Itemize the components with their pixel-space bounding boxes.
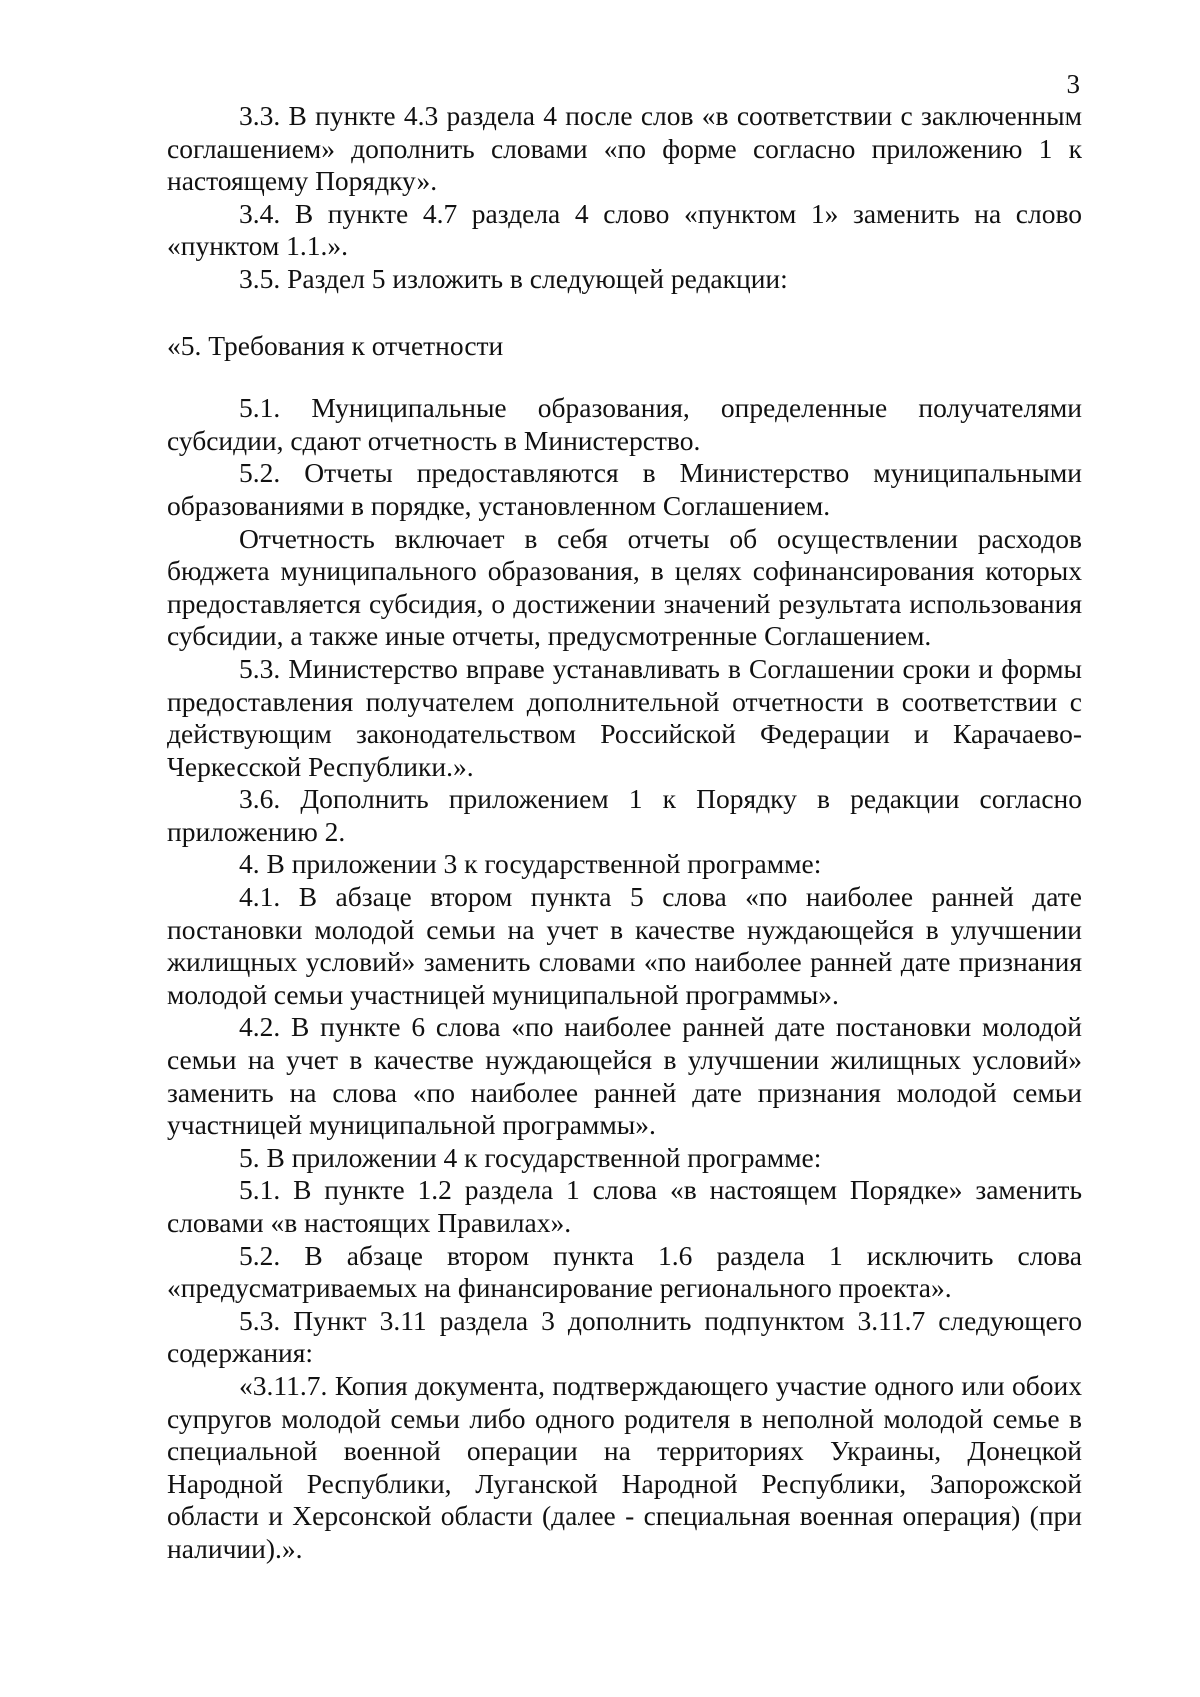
paragraph-4: 4. В приложении 3 к государственной программе: <box>239 848 822 880</box>
paragraph-3-11-7: «3.11.7. Копия документа, подтверждающего участие одного или обоих супругов молодой семьи либо одного родителя в неполной молодой семье в специальной военной операции на территориях Украины, Донецкой Народной Республики, Луганской Народной Республики, Запорожской области и Херсонской области (далее - специальная военная операция) (при наличии).». <box>167 1369 1082 1564</box>
paragraph-3-3: 3.3. В пункте 4.3 раздела 4 после слов «в соответствии с заключенным соглашением» дополнить словами «по форме согласно приложению 1 к настоящему Порядку». <box>167 100 1082 197</box>
paragraph-5-1-appendix: 5.1. В пункте 1.2 раздела 1 слова «в настоящем Порядке» заменить словами «в настоящих Правилах». <box>167 1174 1082 1238</box>
paragraph-3-6: 3.6. Дополнить приложением 1 к Порядку в редакции согласно приложению 2. <box>167 783 1082 847</box>
paragraph-5-1: 5.1. Муниципальные образования, определенные получателями субсидии, сдают отчетность в Министерство. <box>167 392 1082 456</box>
paragraph-5-3: 5.3. Министерство вправе устанавливать в Соглашении сроки и формы предоставления получателем дополнительной отчетности в соответствии с действующим законодательством Российской Федерации и Карачаево-Черкесской Республики.». <box>167 652 1082 782</box>
paragraph-reporting: Отчетность включает в себя отчеты об осуществлении расходов бюджета муниципального образования, в целях софинансирования которых предоставляется субсидия, о достижении значений результата использования субсидии, а также иные отчеты, предусмотренные Соглашением. <box>167 522 1082 652</box>
document-body <box>167 100 1082 1566</box>
paragraph-4-2: 4.2. В пункте 6 слова «по наиболее ранней дате постановки молодой семьи на учет в качестве нуждающейся в улучшении жилищных условий» заменить на слова «по наиболее ранней дате признания молодой семьи участницей муниципальной программы». <box>167 1011 1082 1141</box>
page-number: 3 <box>1066 69 1080 99</box>
paragraph-5-2-appendix: 5.2. В абзаце втором пункта 1.6 раздела 1 исключить слова «предусматриваемых на финансирование регионального проекта». <box>167 1239 1082 1304</box>
paragraph-5-2: 5.2. Отчеты предоставляются в Министерство муниципальными образованиями в порядке, установленном Соглашением. <box>167 457 1082 521</box>
section-heading: «5. Требования к отчетности <box>167 329 504 361</box>
paragraph-4-1: 4.1. В абзаце втором пункта 5 слова «по наиболее ранней дате постановки молодой семьи на учет в качестве нуждающейся в улучшении жилищных условий» заменить словами «по наиболее ранней дате признания молодой семьи участницей муниципальной программы». <box>167 881 1082 1010</box>
paragraph-3-5: 3.5. Раздел 5 изложить в следующей редакции: <box>239 262 788 294</box>
paragraph-3-4: 3.4. В пункте 4.7 раздела 4 слово «пунктом 1» заменить на слово «пунктом 1.1.». <box>167 197 1082 262</box>
paragraph-5: 5. В приложении 4 к государственной программе: <box>239 1141 822 1173</box>
paragraph-5-3-appendix: 5.3. Пункт 3.11 раздела 3 дополнить подпунктом 3.11.7 следующего содержания: <box>167 1304 1082 1369</box>
